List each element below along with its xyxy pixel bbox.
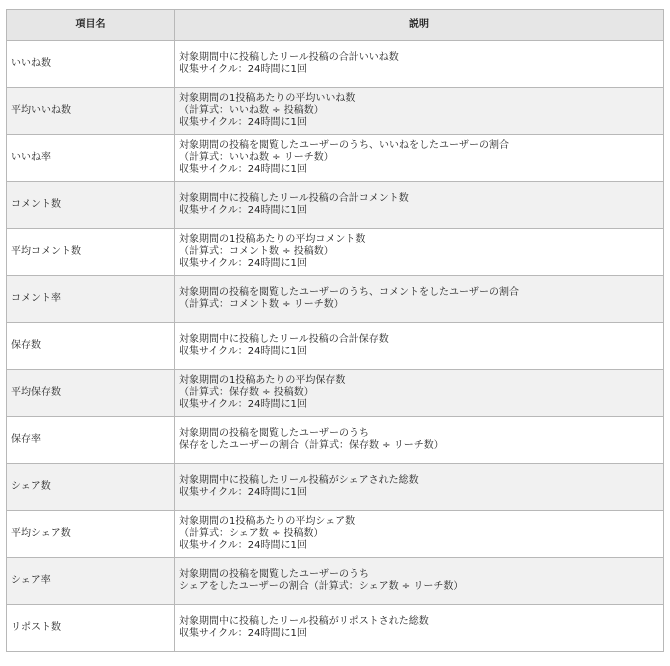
description-line: 対象期間の投稿を閲覧したユーザーのうち <box>179 428 369 439</box>
metric-description-cell <box>175 464 664 511</box>
description-line: （計算式：いいね数 ÷ リーチ数） <box>179 152 334 163</box>
metric-name-cell: シェア数 <box>7 464 175 511</box>
description-line: 収集サイクル：24時間に1回 <box>179 399 307 410</box>
description-line: 対象期間中に投稿したリール投稿の合計コメント数 <box>179 193 409 204</box>
description-line: 収集サイクル：24時間に1回 <box>179 164 307 175</box>
description-line: 収集サイクル：24時間に1回 <box>179 540 307 551</box>
column-header-description: 説明 <box>175 10 664 41</box>
metric-name-cell: いいね数 <box>7 41 175 88</box>
description-line: 対象期間中に投稿したリール投稿がシェアされた総数 <box>179 475 419 486</box>
metric-description-cell <box>175 511 664 558</box>
column-header-item-name: 項目名 <box>7 10 175 41</box>
metric-name-cell: リポスト数 <box>7 605 175 652</box>
table-row <box>7 135 664 182</box>
description-line: 対象期間の投稿を閲覧したユーザーのうち、いいねをしたユーザーの割合 <box>179 140 509 151</box>
description-line: 保存をしたユーザーの割合（計算式：保存数 ÷ リーチ数） <box>179 440 444 451</box>
metric-description-cell <box>175 370 664 417</box>
metric-description-cell <box>175 276 664 323</box>
description-line: （計算式：シェア数 ÷ 投稿数） <box>179 528 324 539</box>
description-line: シェアをしたユーザーの割合（計算式：シェア数 ÷ リーチ数） <box>179 581 464 592</box>
description-line: 収集サイクル：24時間に1回 <box>179 628 307 639</box>
metric-name-cell: シェア率 <box>7 558 175 605</box>
description-line: 対象期間の1投稿あたりの平均コメント数 <box>179 234 366 245</box>
metric-description-cell <box>175 323 664 370</box>
metric-name-cell: 平均保存数 <box>7 370 175 417</box>
metrics-table <box>6 9 664 652</box>
description-line: （計算式：保存数 ÷ 投稿数） <box>179 387 314 398</box>
table-row <box>7 41 664 88</box>
description-line: 収集サイクル：24時間に1回 <box>179 258 307 269</box>
metric-description-cell <box>175 41 664 88</box>
description-line: 対象期間の1投稿あたりの平均保存数 <box>179 375 346 386</box>
table-row <box>7 370 664 417</box>
description-line: 収集サイクル：24時間に1回 <box>179 346 307 357</box>
description-line: 対象期間の投稿を閲覧したユーザーのうち、コメントをしたユーザーの割合 <box>179 287 519 298</box>
table-row <box>7 229 664 276</box>
table-header <box>7 10 664 41</box>
metric-description-cell <box>175 558 664 605</box>
header-row <box>7 10 664 41</box>
metric-name-cell: コメント数 <box>7 182 175 229</box>
metric-name-cell: 保存数 <box>7 323 175 370</box>
table-row <box>7 323 664 370</box>
metrics-table-container <box>6 9 663 652</box>
description-line: 対象期間中に投稿したリール投稿の合計保存数 <box>179 334 389 345</box>
metric-name-cell: コメント率 <box>7 276 175 323</box>
metric-name-cell: 平均シェア数 <box>7 511 175 558</box>
table-row <box>7 88 664 135</box>
description-line: 収集サイクル：24時間に1回 <box>179 487 307 498</box>
table-row <box>7 276 664 323</box>
description-line: 対象期間中に投稿したリール投稿の合計いいね数 <box>179 52 399 63</box>
description-line: 対象期間の投稿を閲覧したユーザーのうち <box>179 569 369 580</box>
metric-name-cell: いいね率 <box>7 135 175 182</box>
description-line: 収集サイクル：24時間に1回 <box>179 117 307 128</box>
metric-description-cell <box>175 417 664 464</box>
description-line: （計算式：コメント数 ÷ リーチ数） <box>179 299 344 310</box>
description-line: 対象期間の1投稿あたりの平均いいね数 <box>179 93 356 104</box>
table-body <box>7 41 664 652</box>
metric-name-cell: 平均いいね数 <box>7 88 175 135</box>
metric-description-cell <box>175 605 664 652</box>
table-row <box>7 464 664 511</box>
metric-description-cell <box>175 229 664 276</box>
table-row <box>7 605 664 652</box>
metric-name-cell: 平均コメント数 <box>7 229 175 276</box>
table-row <box>7 417 664 464</box>
metric-description-cell <box>175 135 664 182</box>
description-line: 対象期間の1投稿あたりの平均シェア数 <box>179 516 356 527</box>
metric-description-cell <box>175 88 664 135</box>
metric-name-cell: 保存率 <box>7 417 175 464</box>
table-row <box>7 558 664 605</box>
description-line: 対象期間中に投稿したリール投稿がリポストされた総数 <box>179 616 429 627</box>
description-line: 収集サイクル：24時間に1回 <box>179 64 307 75</box>
description-line: 収集サイクル：24時間に1回 <box>179 205 307 216</box>
description-line: （計算式：いいね数 ÷ 投稿数） <box>179 105 324 116</box>
metric-description-cell <box>175 182 664 229</box>
description-line: （計算式：コメント数 ÷ 投稿数） <box>179 246 334 257</box>
table-row <box>7 182 664 229</box>
table-row <box>7 511 664 558</box>
